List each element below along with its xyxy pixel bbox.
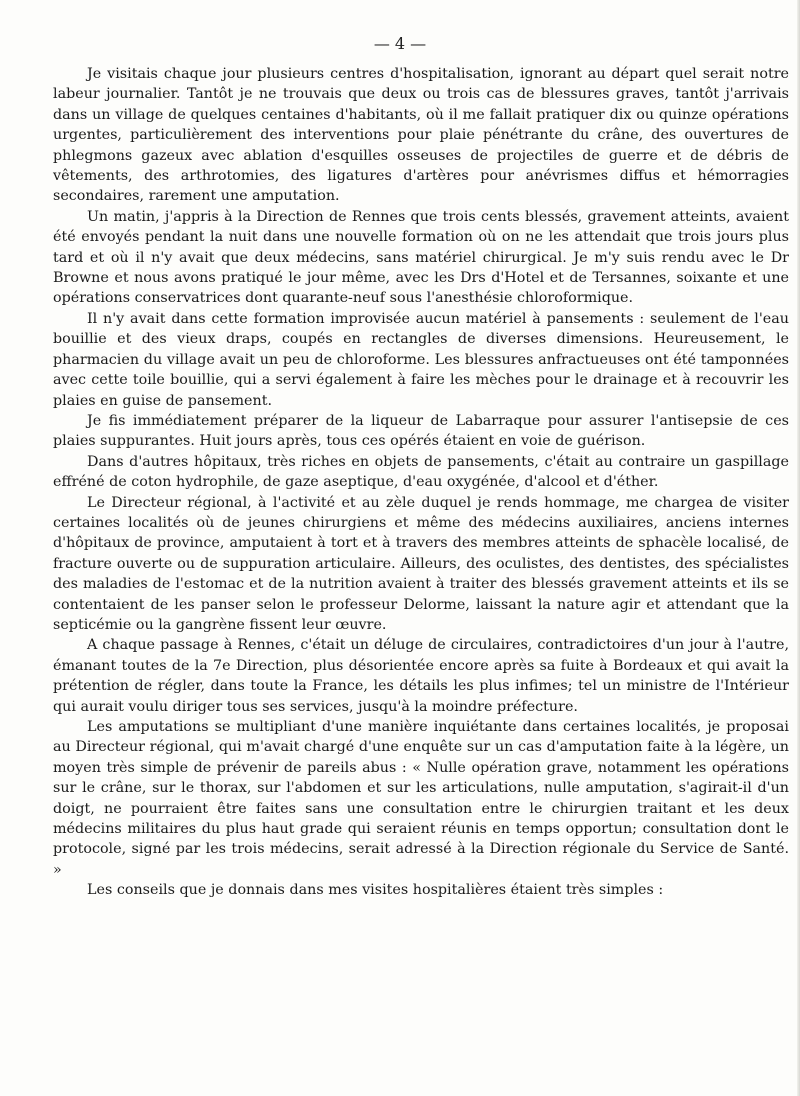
paragraph-3: Il n'y avait dans cette formation improvisée aucun matériel à pansements : seulement de l'eau bouillie et des vieux draps, coupés en rectangles de diverses dimensions. Heureusement, le pharmacien du village avait un peu de chloroforme. Les blessures anfractueuses ont été tamponnées avec cette toile bouillie, qui a servi également à faire les mèches pour le drainage et à recouvrir les plaies en guise de pansement.	[53, 310, 789, 409]
paragraph-5: Dans d'autres hôpitaux, très riches en objets de pansements, c'était au contraire un gaspillage effréné de coton hydrophile, de gaze aseptique, d'eau oxygénée, d'alcool et d'éther.	[53, 453, 789, 491]
paragraph-1: Je visitais chaque jour plusieurs centres d'hospitalisation, ignorant au départ quel serait notre labeur journalier. Tantôt je ne trouvais que deux ou trois cas de blessures graves, tantôt j'arrivais dans un village de quelques centaines d'habitants, où il me fallait pratiquer dix ou quinze opérations urgentes, particulièrement des interventions pour plaie pénétrante du crâne, des ouvertures de phlegmons gazeux avec ablation d'esquilles osseuses de projectiles de guerre et de débris de vêtements, des arthrotomies, des ligatures d'artères pour anévrismes diffus et hémorragies secondaires, rarement une amputation.	[53, 66, 789, 205]
paragraph-7: A chaque passage à Rennes, c'était un déluge de circulaires, contradictoires d'un jour à l'autre, émanant toutes de la 7e Direction, plus désorientée encore après sa fuite à Bordeaux et qui avait la prétention de régler, dans toute la France, les détails les plus infimes; tel un ministre de l'Intérieur qui aurait voulu diriger tous ses services, jusqu'à la moindre préfecture.	[53, 637, 789, 715]
body-text	[53, 64, 789, 901]
paragraph-8: Les amputations se multipliant d'une manière inquiétante dans certaines localités, je proposai au Directeur régional, qui m'avait chargé d'une enquête sur un cas d'amputation faite à la légère, un moyen très simple de prévenir de pareils abus : « Nulle opération grave, notamment les opérations sur le crâne, sur le thorax, sur l'abdomen et sur les articulations, nulle amputation, s'agirait-il d'un doigt, ne pourraient être faites sans une consultation entre le chirurgien traitant et les deux médecins militaires du plus haut grade qui seraient réunis en temps opportun; consultation dont le protocole, signé par les trois médecins, serait adressé à la Direction régionale du Service de Santé. »	[53, 719, 789, 878]
paragraph-2: Un matin, j'appris à la Direction de Rennes que trois cents blessés, gravement atteints, avaient été envoyés pendant la nuit dans une nouvelle formation où on ne les attendait que trois jours plus tard et où il n'y avait que deux médecins, sans matériel chirurgical. Je m'y suis rendu avec le Dr Browne et nous avons pratiqué le jour même, avec les Drs d'Hotel et de Tersannes, soixante et une opérations conservatrices dont quarante-neuf sous l'anesthésie chloroformique.	[53, 208, 789, 307]
paragraph-9: Les conseils que je donnais dans mes visites hospitalières étaient très simples :	[87, 882, 664, 899]
page-number: — 4 —	[373, 34, 427, 53]
paragraph-4: Je fis immédiatement préparer de la liqueur de Labarraque pour assurer l'antisepsie de ces plaies suppurantes. Huit jours après, tous ces opérés étaient en voie de guérison.	[53, 412, 789, 450]
paragraph-6: Le Directeur régional, à l'activité et au zèle duquel je rends hommage, me chargea de visiter certaines localités où de jeunes chirurgiens et même des médecins auxiliaires, anciens internes d'hôpitaux de province, amputaient à tort et à travers des membres atteints de sphacèle localisé, de fracture ouverte ou de suppuration articulaire. Ailleurs, des oculistes, des dentistes, des spécialistes des maladies de l'estomac et de la nutrition avaient à traiter des blessés gravement atteints et ils se contentaient de les panser selon le professeur Delorme, laissant la nature agir et attendant que la septicémie ou la gangrène fissent leur œuvre.	[53, 494, 789, 633]
